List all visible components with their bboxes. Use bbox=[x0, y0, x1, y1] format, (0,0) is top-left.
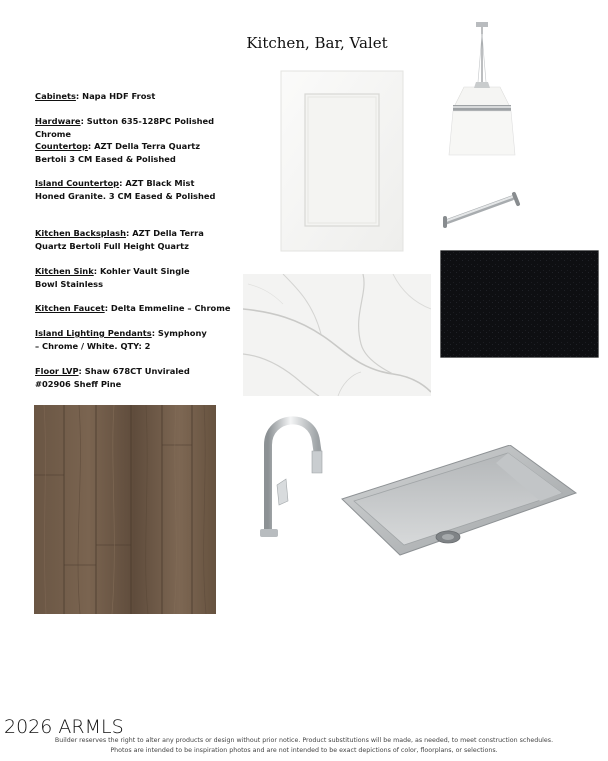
page-title: Kitchen, Bar, Valet bbox=[246, 34, 388, 52]
spec-kitchen-backsplash: Kitchen Backsplash: AZT Della Terra Quartz Bertoli Full Height Quartz bbox=[35, 228, 204, 251]
spec-label: Island Lighting Pendants bbox=[35, 328, 152, 338]
spec-label: Kitchen Sink bbox=[35, 266, 94, 276]
spec-label: Island Countertop bbox=[35, 178, 120, 188]
spec-label: Floor LVP bbox=[35, 366, 79, 376]
spec-value: AZT Della Terra Quartz Bertoli Full Height Quartz bbox=[35, 228, 204, 251]
spec-value: Sutton 635-128PC Polished Chrome bbox=[35, 116, 215, 139]
kitchen-faucet-image bbox=[252, 405, 327, 540]
cabinet-door-image bbox=[280, 70, 404, 252]
footer-disclaimer-1: Builder reserves the right to alter any products or design without prior notice. Product substitutions will be made, as needed, to meet construction schedules. bbox=[54, 737, 554, 744]
spec-label: Cabinets bbox=[35, 91, 76, 101]
spec-island-lighting-pendants: Island Lighting Pendants: Symphony – Chrome / White. QTY: 2 bbox=[35, 328, 207, 351]
spec-island-countertop: Island Countertop: AZT Black Mist Honed Granite. 3 CM Eased & Polished bbox=[35, 178, 216, 201]
cabinet-hardware-image bbox=[440, 188, 525, 230]
black-granite-image bbox=[440, 250, 599, 358]
footer-disclaimer-2: Photos are intended to be inspiration photos and are not intended to be exact depictions of color, floorplans, or selections. bbox=[110, 747, 498, 754]
quartz-countertop-image bbox=[243, 274, 431, 396]
spec-value: Shaw 678CT Unviraled #02906 Sheff Pine bbox=[35, 366, 190, 389]
spec-hardware: Hardware: Sutton 635-128PC Polished Chrome bbox=[35, 116, 215, 139]
spec-kitchen-sink: Kitchen Sink: Kohler Vault Single Bowl Stainless bbox=[35, 266, 190, 289]
spec-label: Kitchen Faucet bbox=[35, 303, 105, 313]
spec-value: Symphony – Chrome / White. QTY: 2 bbox=[35, 328, 207, 351]
spec-label: Kitchen Backsplash bbox=[35, 228, 127, 238]
spec-label: Hardware bbox=[35, 116, 81, 126]
spec-floor-lvp: Floor LVP: Shaw 678CT Unviraled #02906 Sheff Pine bbox=[35, 366, 190, 389]
wood-floor-image bbox=[34, 405, 216, 614]
spec-value: AZT Black Mist Honed Granite. 3 CM Eased & Polished bbox=[35, 178, 216, 201]
spec-countertop: Countertop: AZT Della Terra Quartz Bertoli 3 CM Eased & Polished bbox=[35, 141, 201, 164]
spec-value: Delta Emmeline – Chrome bbox=[110, 303, 231, 313]
spec-value: AZT Della Terra Quartz Bertoli 3 CM Eased & Polished bbox=[35, 141, 201, 164]
spec-cabinets: Cabinets: Napa HDF Frost bbox=[35, 91, 156, 101]
pendant-light-image bbox=[442, 22, 522, 157]
armls-logo: 2026 ARMLS bbox=[4, 716, 124, 738]
spec-kitchen-faucet: Kitchen Faucet: Delta Emmeline – Chrome bbox=[35, 303, 231, 313]
kitchen-sink-image bbox=[340, 445, 578, 557]
spec-value: Napa HDF Frost bbox=[82, 91, 156, 101]
spec-label: Countertop bbox=[35, 141, 88, 151]
spec-value: Kohler Vault Single Bowl Stainless bbox=[35, 266, 190, 289]
